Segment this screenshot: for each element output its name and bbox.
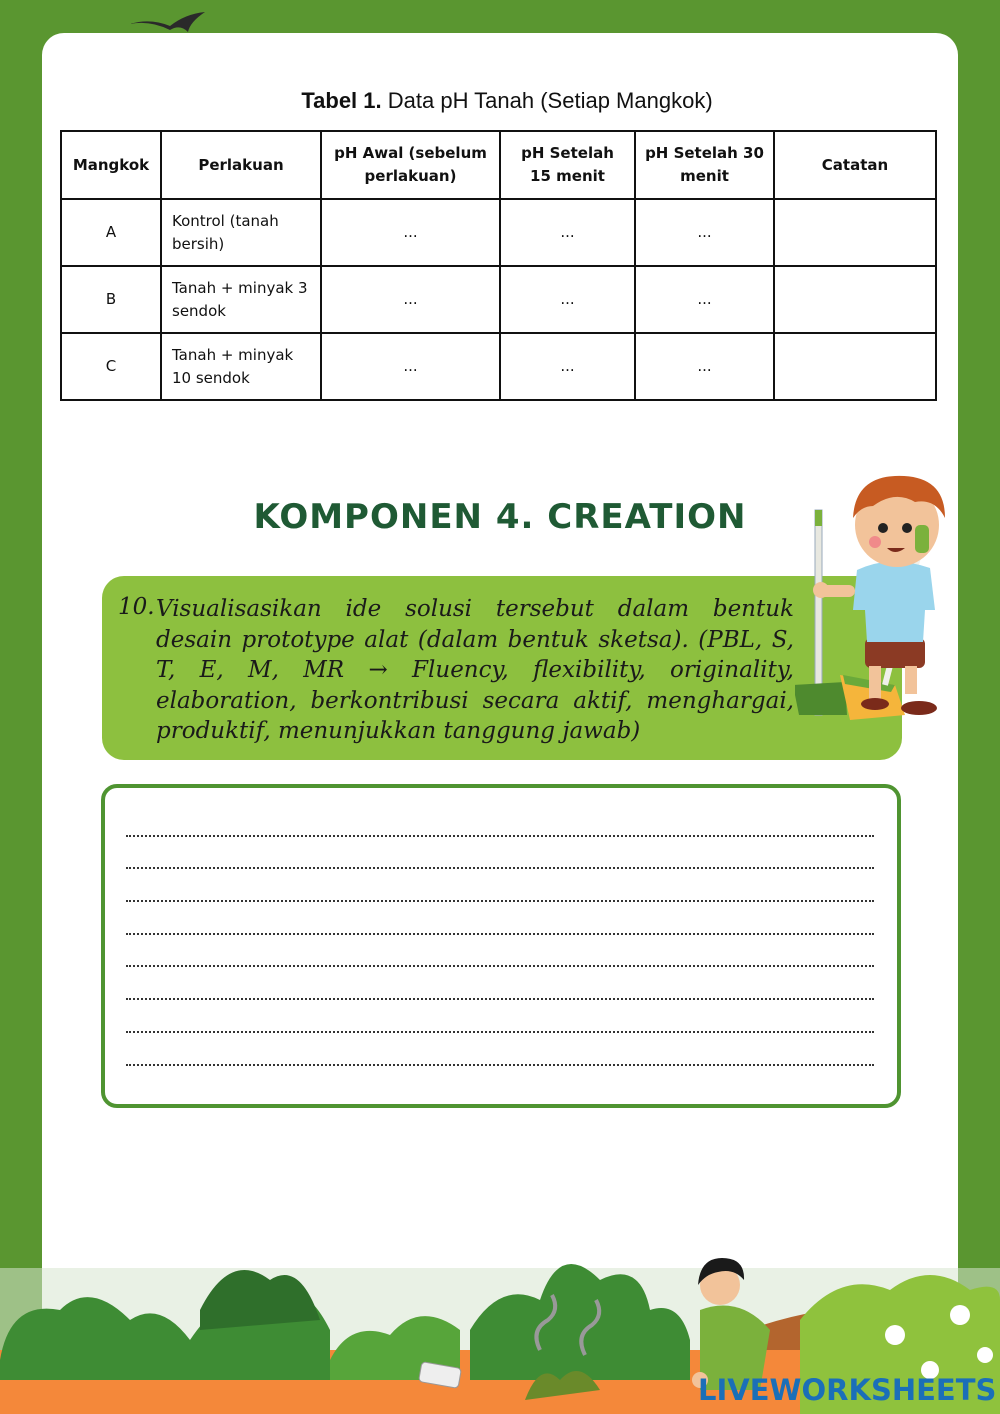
- bird-silhouette-icon: [130, 10, 280, 40]
- answer-line[interactable]: [126, 963, 874, 967]
- ph-data-table: [60, 130, 937, 401]
- cell-ph-awal[interactable]: ...: [321, 333, 500, 400]
- answer-line[interactable]: [126, 996, 874, 1000]
- task-number: 10.: [118, 594, 155, 620]
- liveworksheets-watermark: LIVEWORKSHEETS: [698, 1373, 997, 1407]
- table-row: [61, 333, 936, 400]
- cell-ph-15[interactable]: ...: [500, 333, 635, 400]
- table-row: [61, 266, 936, 333]
- table-header-row: [61, 131, 936, 199]
- cell-perlakuan: Kontrol (tanah bersih): [161, 199, 321, 266]
- header-ph-15: pH Setelah 15 menit: [500, 131, 635, 199]
- header-ph-awal: pH Awal (sebelum perlakuan): [321, 131, 500, 199]
- header-mangkok: Mangkok: [61, 131, 161, 199]
- cell-ph-15[interactable]: ...: [500, 199, 635, 266]
- cell-mangkok: C: [61, 333, 161, 400]
- cell-ph-30[interactable]: ...: [635, 266, 774, 333]
- table-row: [61, 199, 936, 266]
- answer-line[interactable]: [126, 931, 874, 935]
- cell-perlakuan: Tanah + minyak 3 sendok: [161, 266, 321, 333]
- answer-line[interactable]: [126, 1062, 874, 1066]
- cell-perlakuan: Tanah + minyak 10 sendok: [161, 333, 321, 400]
- header-ph-30: pH Setelah 30 menit: [635, 131, 774, 199]
- answer-line[interactable]: [126, 865, 874, 869]
- boy-with-broom-illustration: [795, 470, 955, 730]
- cell-ph-awal[interactable]: ...: [321, 199, 500, 266]
- cell-catatan[interactable]: [774, 333, 936, 400]
- header-catatan: Catatan: [774, 131, 936, 199]
- cell-mangkok: B: [61, 266, 161, 333]
- cell-catatan[interactable]: [774, 199, 936, 266]
- cell-ph-30[interactable]: ...: [635, 199, 774, 266]
- cell-ph-15[interactable]: ...: [500, 266, 635, 333]
- answer-line[interactable]: [126, 898, 874, 902]
- cell-catatan[interactable]: [774, 266, 936, 333]
- cell-ph-awal[interactable]: ...: [321, 266, 500, 333]
- cell-mangkok: A: [61, 199, 161, 266]
- answer-line[interactable]: [126, 1029, 874, 1033]
- task-instruction: Visualisasikan ide solusi tersebut dalam bentuk desain prototype alat (dalam bentuk sketsa). (PBL, S, T, E, M, MR → Fluency, flexibility, originality, elaboration, berkontribusi secara aktif, menghargai, produktif, menunjukkan tanggung jawab): [156, 596, 794, 744]
- header-perlakuan: Perlakuan: [161, 131, 321, 199]
- answer-line[interactable]: [126, 833, 874, 837]
- cell-ph-30[interactable]: ...: [635, 333, 774, 400]
- section-title: KOMPONEN 4. CREATION: [253, 497, 747, 537]
- table-caption: Tabel 1. Data pH Tanah (Setiap Mangkok): [301, 88, 713, 113]
